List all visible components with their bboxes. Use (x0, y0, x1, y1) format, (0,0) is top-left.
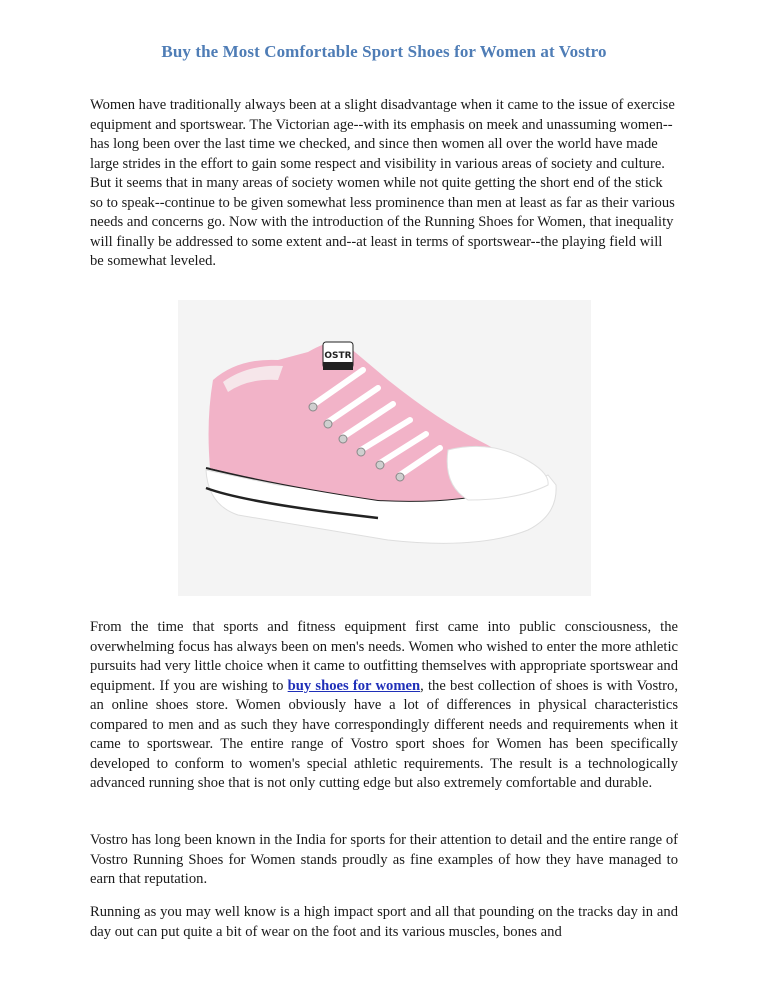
svg-text:OSTR: OSTR (324, 351, 352, 361)
paragraph-history-text-2: , the best collection of shoes is with Vostro, an online shoes store. Women obviously have a lot of differences in physical characteristics compared to men and as such they have correspondingly different needs and requirements when it came to sportswear. The entire range of Vostro sport shoes for Women has been specifically developed to conform to women's special athletic requirements. The result is a technologically advanced running shoe that is not only cutting edge but also extremely comfortable and durable. (90, 677, 678, 791)
paragraph-history-text-1: From the time that sports and fitness equipment first came into public consciousness, the overwhelming focus has always been on men's needs. Women who wished to enter the more athletic pursuits had very little choice when it came to outfitting themselves with appropriate sportswear and equipment. If you are wishing to (90, 619, 678, 694)
paragraph-history (90, 618, 678, 794)
sneaker-illustration (178, 300, 591, 596)
buy-shoes-for-women-link[interactable]: buy shoes for women (287, 677, 421, 694)
document-title: Buy the Most Comfortable Sport Shoes for Women at Vostro (161, 42, 607, 61)
paragraph-reputation: Vostro has long been known in the India for sports for their attention to detail and the entire range of Vostro Running Shoes for Women stands proudly as fine examples of how they have managed to earn that reputation. (90, 832, 678, 887)
product-image-pink-sneaker (178, 300, 591, 596)
paragraph-intro: Women have traditionally always been at a slight disadvantage when it came to the issue of exercise equipment and sportswear. The Victorian age--with its emphasis on meek and unassuming women--has long been over the last time we checked, and since then women all over the world have made large strides in the effort to gain some respect and visibility in various areas of society and culture. But it seems that in many areas of society women while not quite getting the short end of the stick so to speak--continue to be given somewhat less prominence than men at least as far as their various needs and concerns go. Now with the introduction of the Running Shoes for Women, that inequality will finally be addressed to some extent and--at least in terms of sportswear--the playing field will be somewhat leveled. (90, 97, 675, 269)
paragraph-running: Running as you may well know is a high impact sport and all that pounding on the tracks day in and day out can put quite a bit of wear on the foot and its various muscles, bones and (90, 904, 678, 940)
